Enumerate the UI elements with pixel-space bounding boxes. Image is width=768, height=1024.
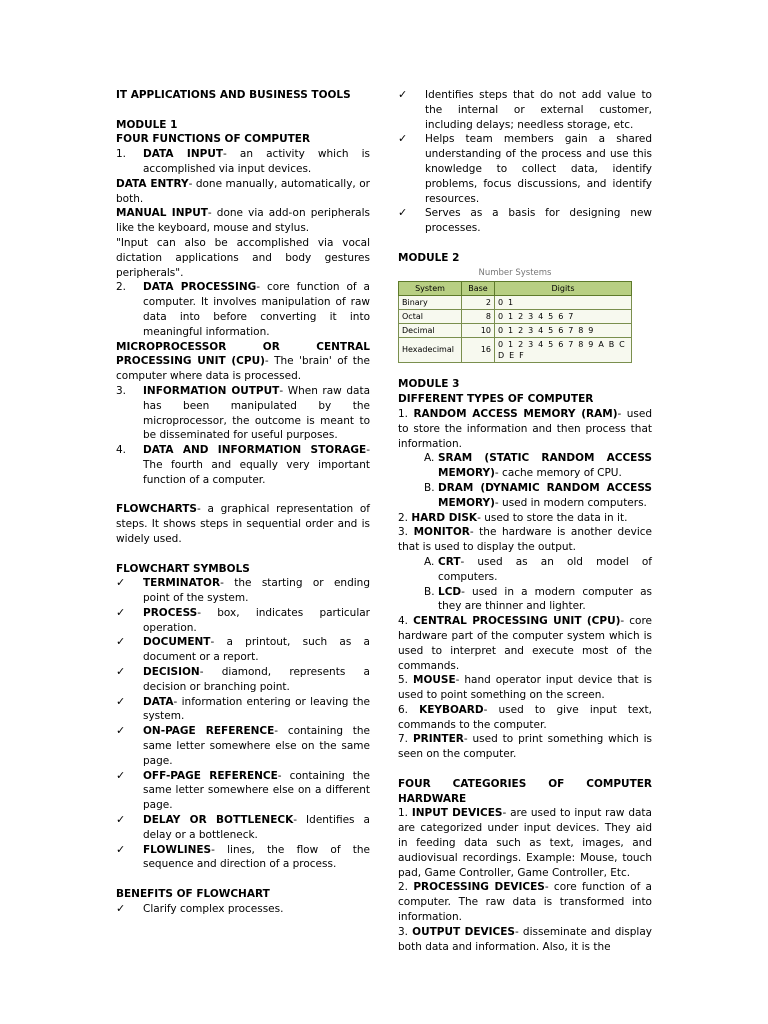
- definition: - a printout, such as a document or a report.: [143, 636, 370, 664]
- number-systems-table: [398, 281, 632, 363]
- cpu-definition: MICROPROCESSOR OR CENTRAL PROCESSING UNIT (CPU)- The 'brain' of the computer where data is processed.: [116, 340, 370, 383]
- item-number: 2.: [116, 281, 127, 294]
- check-icon: ✓: [398, 88, 408, 101]
- item-letter: B.: [424, 585, 435, 598]
- table-row: [399, 309, 632, 323]
- term: ON-PAGE REFERENCE: [143, 725, 275, 738]
- module1-heading: MODULE 1: [116, 118, 178, 131]
- check-icon: ✓: [116, 665, 126, 679]
- definition: - core function of a computer. It involves manipulation of raw data into before converting it into meaningful information.: [143, 281, 370, 338]
- output-devices-item: 3. OUTPUT DEVICES- disseminate and display both data and information. Also, it is the: [398, 925, 652, 953]
- processing-devices-item: 2. PROCESSING DEVICES- core function of a computer. The raw data is transformed into information.: [398, 881, 652, 924]
- definition: - the starting or ending point of the system.: [143, 577, 370, 605]
- table-header-row: [399, 281, 632, 295]
- list-item: [398, 132, 652, 206]
- term: DATA AND INFORMATION STORAGE: [143, 444, 367, 457]
- table-cell: Binary: [399, 295, 462, 309]
- table-cell: 0 1 2 3 4 5 6 7: [495, 309, 632, 323]
- figure-title: Number Systems: [478, 267, 552, 278]
- data-entry-definition: DATA ENTRY- done manually, automatically, or both.: [116, 177, 370, 205]
- functions-heading: FOUR FUNCTIONS OF COMPUTER: [116, 133, 311, 146]
- definition: - box, indicates particular operation.: [143, 606, 370, 634]
- list-item: [116, 724, 370, 768]
- check-icon: ✓: [398, 206, 408, 220]
- definition: - lines, the flow of the sequence and direction of a process.: [143, 843, 370, 871]
- table-cell: Decimal: [399, 323, 462, 337]
- check-icon: ✓: [116, 694, 126, 708]
- check-icon: ✓: [116, 842, 126, 856]
- list-item: [116, 695, 370, 725]
- definition: - The fourth and equally very important function of a computer.: [143, 444, 370, 486]
- term: DATA PROCESSING: [143, 281, 257, 294]
- definition: - containing the same letter somewhere else on the same page.: [143, 725, 370, 767]
- monitor-item: 3. MONITOR- the hardware is another device that is used to display the output.: [398, 526, 653, 554]
- table-row: [399, 337, 632, 362]
- left-column: [116, 88, 370, 917]
- term: LCD: [438, 585, 462, 598]
- ram-item: 1. RANDOM ACCESS MEMORY (RAM)- used to store the information and then process that information.: [398, 407, 652, 450]
- term: DELAY OR BOTTLENECK: [143, 814, 294, 827]
- check-icon: ✓: [116, 813, 126, 827]
- item-letter: A.: [424, 452, 435, 465]
- definition: - information entering or leaving the system.: [143, 695, 370, 723]
- table-cell: 10: [462, 323, 495, 337]
- term: CRT: [438, 555, 461, 568]
- hardware-heading: FOUR CATEGORIES OF COMPUTER HARDWARE: [398, 777, 652, 805]
- keyboard-item: 6. KEYBOARD- used to give input text, commands to the computer.: [398, 703, 652, 731]
- term: DATA INPUT: [143, 148, 224, 161]
- benefits-heading: BENEFITS OF FLOWCHART: [116, 888, 270, 901]
- table-row: [399, 323, 632, 337]
- column-header: System: [399, 281, 462, 295]
- module2-heading: MODULE 2: [398, 251, 460, 264]
- table-cell: 2: [462, 295, 495, 309]
- document-title: IT APPLICATIONS AND BUSINESS TOOLS: [116, 89, 351, 101]
- cpu-item: 4. CENTRAL PROCESSING UNIT (CPU)- core hardware part of the computer system which is used to interpret and execute most of the commands.: [398, 615, 652, 672]
- table-cell: 0 1: [495, 295, 632, 309]
- item-letter: B.: [424, 481, 435, 494]
- mouse-item: 5. MOUSE- hand operator input device that is used to point something on the screen.: [398, 674, 652, 702]
- column-header: Digits: [495, 281, 632, 295]
- symbols-list: [116, 576, 370, 872]
- list-item: [116, 665, 370, 695]
- benefit-text: Helps team members gain a shared understanding of the process and use this knowledge to collect data, identify problems, focus discussions, and identify resources.: [425, 133, 652, 205]
- list-item: [116, 813, 370, 843]
- manual-input-definition: MANUAL INPUT- done via add-on peripherals like the keyboard, mouse and stylus.: [116, 207, 370, 235]
- definition: - Identifies a delay or a bottleneck.: [143, 814, 370, 841]
- input-quote: "Input can also be accomplished via vocal dictation applications and body gestures peripherals".: [116, 236, 370, 279]
- term: INFORMATION OUTPUT: [143, 384, 280, 397]
- table-cell: 8: [462, 309, 495, 323]
- table-row: [399, 295, 632, 309]
- lcd-item: [398, 585, 652, 615]
- table-cell: Octal: [399, 309, 462, 323]
- check-icon: ✓: [116, 605, 126, 619]
- number-systems-figure: [398, 268, 652, 363]
- term: DOCUMENT: [143, 636, 211, 649]
- term: PROCESS: [143, 606, 198, 619]
- module3-heading: MODULE 3: [398, 378, 460, 391]
- item-number: 1.: [116, 148, 127, 161]
- list-item: [116, 606, 370, 636]
- definition: - used in modern computers.: [494, 496, 647, 509]
- check-icon: ✓: [116, 724, 126, 738]
- printer-item: 7. PRINTER- used to print something which is seen on the computer.: [398, 733, 653, 761]
- check-icon: ✓: [116, 901, 126, 915]
- list-item: [116, 902, 370, 917]
- benefit-text: Clarify complex processes.: [143, 902, 284, 915]
- symbols-heading: FLOWCHART SYMBOLS: [116, 562, 250, 575]
- check-icon: ✓: [116, 576, 126, 590]
- sram-item: [398, 451, 652, 481]
- function-item-4: [116, 443, 370, 487]
- check-icon: ✓: [116, 635, 126, 649]
- function-item-2: [116, 280, 370, 339]
- term: DECISION: [143, 666, 200, 679]
- term: FLOWLINES: [143, 843, 212, 856]
- check-icon: ✓: [398, 132, 408, 146]
- table-cell: 16: [462, 337, 495, 362]
- types-heading: DIFFERENT TYPES OF COMPUTER: [398, 393, 594, 406]
- item-number: 3.: [116, 384, 127, 397]
- table-cell: 0 1 2 3 4 5 6 7 8 9 A B C D E F: [495, 337, 632, 362]
- crt-item: [398, 555, 652, 585]
- term: SRAM (STATIC RANDOM ACCESS MEMORY): [438, 452, 652, 480]
- table-cell: Hexadecimal: [399, 337, 462, 362]
- list-item: [116, 843, 370, 873]
- term: DATA: [143, 695, 174, 708]
- function-item-3: [116, 384, 370, 443]
- term: OFF-PAGE REFERENCE: [143, 769, 278, 782]
- item-number: 4.: [116, 444, 127, 457]
- list-item: [116, 576, 370, 606]
- list-item: [398, 88, 652, 132]
- hard-disk-item: 2. HARD DISK- used to store the data in it.: [398, 511, 628, 524]
- item-letter: A.: [424, 555, 435, 568]
- function-item-1: [116, 147, 370, 177]
- flowcharts-definition: FLOWCHARTS- a graphical representation of steps. It shows steps in sequential order and is widely used.: [116, 503, 370, 545]
- benefit-text: Serves as a basis for designing new processes.: [425, 207, 652, 235]
- table-cell: 0 1 2 3 4 5 6 7 8 9: [495, 323, 632, 337]
- term: DRAM (DYNAMIC RANDOM ACCESS MEMORY): [438, 481, 652, 509]
- input-devices-item: 1. INPUT DEVICES- are used to input raw data are categorized under input devices. They aid in feeding data such as text, images, and audiovisual recordings. Example: Mouse, touch pad, Game Controller, Game Controller, Etc.: [398, 807, 652, 879]
- check-icon: ✓: [116, 768, 126, 782]
- list-item: [116, 769, 370, 813]
- term: TERMINATOR: [143, 577, 221, 590]
- definition: - cache memory of CPU.: [494, 467, 622, 480]
- definition: - used as an old model of computers.: [438, 555, 652, 583]
- definition: - an activity which is accomplished via input devices.: [143, 148, 370, 175]
- list-item: [398, 206, 652, 236]
- column-header: Base: [462, 281, 495, 295]
- benefit-text: Identifies steps that do not add value to the internal or external customer, including delays; needless storage, etc.: [425, 89, 652, 131]
- definition: - When raw data has been manipulated by the microprocessor, the outcome is meant to be disseminated for useful purposes.: [143, 384, 370, 442]
- definition: - diamond, represents a decision or branching point.: [143, 666, 370, 693]
- definition: - used in a modern computer as they are thinner and lighter.: [438, 585, 652, 613]
- right-column: [398, 88, 652, 954]
- list-item: [116, 635, 370, 665]
- definition: - containing the same letter somewhere else on a different page.: [143, 769, 370, 812]
- dram-item: [398, 481, 652, 511]
